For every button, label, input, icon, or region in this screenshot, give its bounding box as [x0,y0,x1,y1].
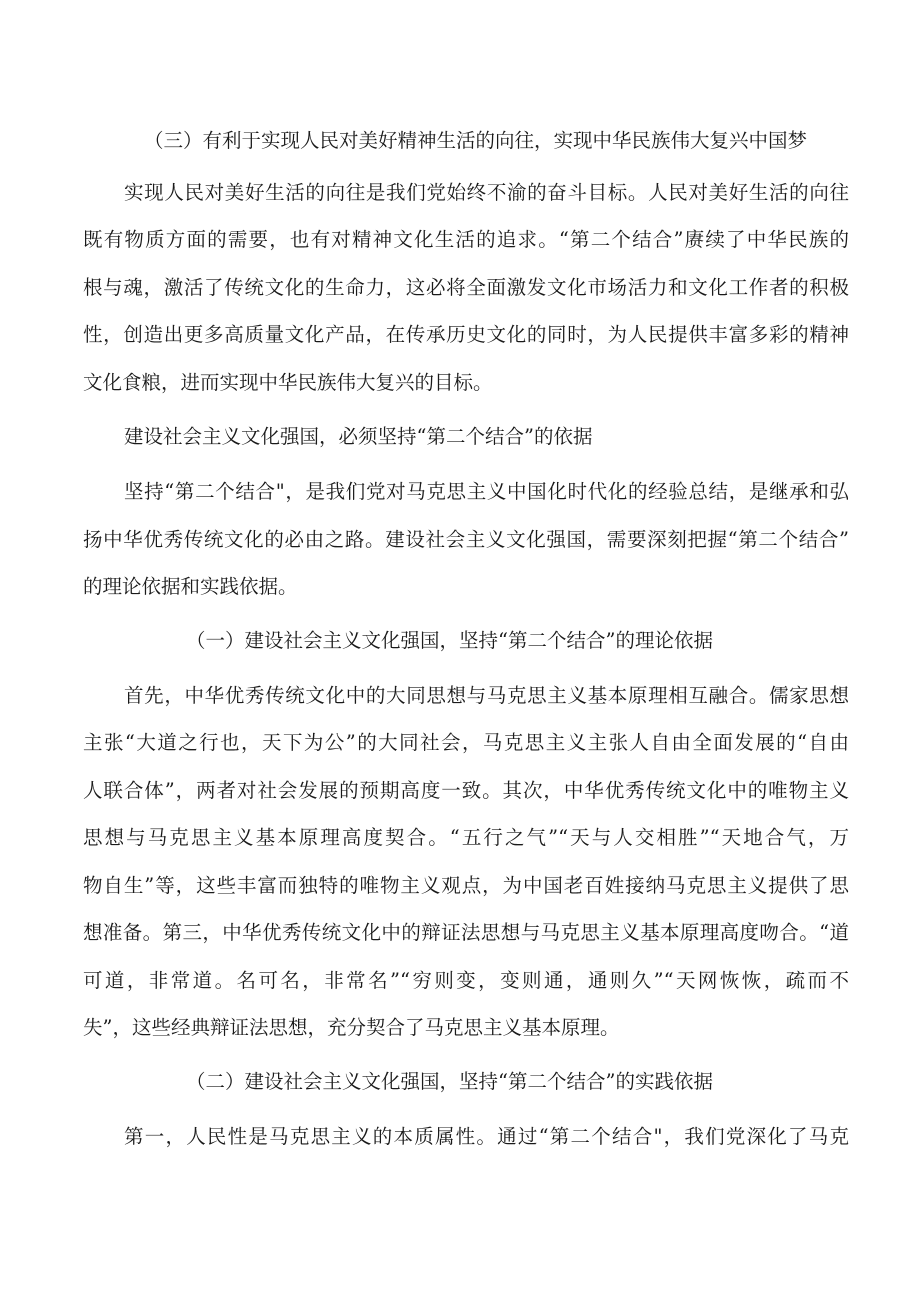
text-line: 主张“大道之行也，天下为公”的大同社会，马克思主义主张人自由全面发展的“自由 [83,731,849,754]
text-line: 第一，人民性是马克思主义的本质属性。通过“第二个结合"，我们党深化了马克 [124,1125,849,1148]
text-line: 思想与马克思主义基本原理高度契合。“五行之气”“天与人交相胜”“天地合气，万 [83,826,849,849]
text-line: 想准备。第三，中华优秀传统文化中的辩证法思想与马克思主义基本原理高度吻合。“道 [83,921,849,944]
text-line: 性，创造出更多高质量文化产品，在传承历史文化的同时，为人民提供丰富多彩的精神 [83,323,849,346]
text-line: 人联合体”，两者对社会发展的预期高度一致。其次，中华优秀传统文化中的唯物主义 [83,779,849,802]
text-line: （一）建设社会主义文化强国，坚持“第二个结合”的理论依据 [186,629,713,652]
text-line: 坚持“第二个结合"，是我们党对马克思主义中国化时代化的经验总结，是继承和弘 [124,480,849,503]
text-line: （三）有利于实现人民对美好精神生活的向往，实现中华民族伟大复兴中国梦 [144,129,808,152]
text-line: 实现人民对美好生活的向往是我们党始终不渝的奋斗目标。人民对美好生活的向往 [124,181,849,204]
text-line: 根与魂，激活了传统文化的生命力，这必将全面激发文化市场活力和文化工作者的积极 [83,276,849,299]
text-line: 建设社会主义文化强国，必须坚持“第二个结合”的依据 [124,425,593,448]
text-line: （二）建设社会主义文化强国，坚持“第二个结合”的实践依据 [186,1070,713,1093]
text-line: 可道，非常道。名可名，非常名”“穷则变，变则通，通则久”“天网恢恢，疏而不 [83,969,849,992]
text-line: 既有物质方面的需要，也有对精神文化生活的追求。“第二个结合”赓续了中华民族的 [83,228,849,251]
text-line: 失”，这些经典辩证法思想，充分契合了马克思主义基本原理。 [83,1016,620,1039]
text-line: 文化食粮，进而实现中华民族伟大复兴的目标。 [83,371,493,394]
text-line: 的理论依据和实践依据。 [83,575,298,598]
text-line: 扬中华优秀传统文化的必由之路。建设社会主义文化强国，需要深刻把握“第二个结合” [83,528,849,551]
text-line: 首先，中华优秀传统文化中的大同思想与马克思主义基本原理相互融合。儒家思想 [124,684,849,707]
text-line: 物自生”等，这些丰富而独特的唯物主义观点，为中国老百姓接纳马克思主义提供了思 [83,874,849,897]
